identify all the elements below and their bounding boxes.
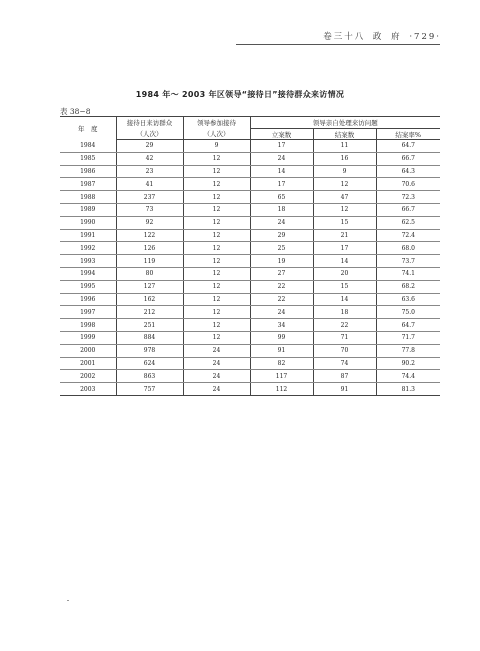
cell-leaders: 24: [183, 370, 250, 383]
table-row: [60, 242, 440, 255]
cell-closed: 21: [313, 229, 376, 242]
table-row: [60, 229, 440, 242]
col-header-leaders-unit: （人次）: [183, 129, 250, 140]
col-header-year: 年 度: [78, 124, 98, 133]
table-row: [60, 344, 440, 357]
cell-year: 1987: [60, 178, 116, 191]
cell-filed: 99: [250, 331, 313, 344]
table-row: [60, 383, 440, 396]
cell-year: 1984: [60, 140, 116, 153]
col-header-rate: 结案率%: [376, 129, 440, 140]
cell-leaders: 12: [183, 178, 250, 191]
cell-visitors: 80: [116, 267, 183, 280]
table-row: [60, 140, 440, 153]
cell-visitors: 978: [116, 344, 183, 357]
cell-leaders: 12: [183, 319, 250, 332]
cell-leaders: 24: [183, 344, 250, 357]
cell-rate: 73.7: [376, 255, 440, 268]
cell-rate: 64.7: [376, 319, 440, 332]
cell-filed: 17: [250, 178, 313, 191]
cell-year: 1988: [60, 191, 116, 204]
header-rule: [236, 44, 440, 45]
cell-leaders: 12: [183, 280, 250, 293]
cell-closed: 11: [313, 140, 376, 153]
cell-year: 2002: [60, 370, 116, 383]
cell-closed: 14: [313, 255, 376, 268]
cell-filed: 65: [250, 191, 313, 204]
cell-year: 2001: [60, 357, 116, 370]
cell-closed: 14: [313, 293, 376, 306]
cell-closed: 91: [313, 383, 376, 396]
cell-closed: 71: [313, 331, 376, 344]
cell-rate: 75.0: [376, 306, 440, 319]
cell-visitors: 92: [116, 216, 183, 229]
cell-closed: 15: [313, 216, 376, 229]
cell-leaders: 12: [183, 203, 250, 216]
cell-filed: 117: [250, 370, 313, 383]
table-row: [60, 280, 440, 293]
col-header-visitors-unit: （人次）: [116, 129, 183, 140]
cell-year: 1992: [60, 242, 116, 255]
col-header-issues-group: 领导亲自处理来访问题: [250, 117, 440, 129]
table-row: [60, 357, 440, 370]
cell-visitors: 29: [116, 140, 183, 153]
cell-visitors: 212: [116, 306, 183, 319]
section-label: 政: [372, 32, 384, 42]
cell-filed: 91: [250, 344, 313, 357]
table-row: [60, 203, 440, 216]
cell-rate: 74.4: [376, 370, 440, 383]
table-body: [60, 140, 440, 396]
cell-visitors: 251: [116, 319, 183, 332]
cell-closed: 12: [313, 178, 376, 191]
cell-leaders: 24: [183, 357, 250, 370]
cell-year: 1989: [60, 203, 116, 216]
table-row: [60, 152, 440, 165]
col-header-leaders: 领导参加接待: [183, 117, 250, 129]
table-row: [60, 216, 440, 229]
cell-closed: 12: [313, 203, 376, 216]
cell-visitors: 126: [116, 242, 183, 255]
cell-visitors: 23: [116, 165, 183, 178]
reception-statistics-table: [60, 116, 440, 396]
cell-filed: 17: [250, 140, 313, 153]
cell-year: 1999: [60, 331, 116, 344]
page-number: ·729·: [409, 32, 441, 42]
cell-closed: 20: [313, 267, 376, 280]
cell-leaders: 12: [183, 242, 250, 255]
cell-rate: 81.3: [376, 383, 440, 396]
cell-leaders: 12: [183, 229, 250, 242]
page-mark: [67, 600, 69, 601]
cell-year: 1986: [60, 165, 116, 178]
cell-leaders: 24: [183, 383, 250, 396]
cell-closed: 9: [313, 165, 376, 178]
cell-leaders: 12: [183, 165, 250, 178]
cell-leaders: 12: [183, 267, 250, 280]
cell-filed: 29: [250, 229, 313, 242]
cell-closed: 15: [313, 280, 376, 293]
cell-rate: 64.7: [376, 140, 440, 153]
cell-rate: 68.0: [376, 242, 440, 255]
section-label-2: 府: [391, 32, 402, 42]
cell-closed: 16: [313, 152, 376, 165]
cell-year: 2000: [60, 344, 116, 357]
table-row: [60, 255, 440, 268]
cell-filed: 112: [250, 383, 313, 396]
cell-visitors: 122: [116, 229, 183, 242]
table-title: 1984 年～ 2003 年区领导“接待日”接待群众来访情况: [135, 90, 345, 99]
cell-year: 1985: [60, 152, 116, 165]
cell-visitors: 863: [116, 370, 183, 383]
table-row: [60, 267, 440, 280]
cell-visitors: 884: [116, 331, 183, 344]
cell-filed: 19: [250, 255, 313, 268]
table-row: [60, 306, 440, 319]
cell-filed: 82: [250, 357, 313, 370]
cell-leaders: 9: [183, 140, 250, 153]
table-row: [60, 319, 440, 332]
cell-closed: 17: [313, 242, 376, 255]
cell-closed: 22: [313, 319, 376, 332]
cell-leaders: 12: [183, 216, 250, 229]
col-header-closed: 结案数: [313, 129, 376, 140]
cell-visitors: 127: [116, 280, 183, 293]
cell-closed: 70: [313, 344, 376, 357]
table-row: [60, 191, 440, 204]
cell-closed: 18: [313, 306, 376, 319]
cell-closed: 87: [313, 370, 376, 383]
cell-filed: 22: [250, 280, 313, 293]
cell-year: 1990: [60, 216, 116, 229]
cell-rate: 77.8: [376, 344, 440, 357]
cell-rate: 72.4: [376, 229, 440, 242]
cell-filed: 14: [250, 165, 313, 178]
cell-rate: 70.6: [376, 178, 440, 191]
running-header: [320, 30, 441, 42]
cell-closed: 74: [313, 357, 376, 370]
cell-filed: 24: [250, 152, 313, 165]
cell-rate: 68.2: [376, 280, 440, 293]
table-row: [60, 293, 440, 306]
cell-year: 1994: [60, 267, 116, 280]
cell-year: 1995: [60, 280, 116, 293]
col-header-filed: 立案数: [250, 129, 313, 140]
cell-rate: 62.5: [376, 216, 440, 229]
cell-filed: 25: [250, 242, 313, 255]
cell-year: 1998: [60, 319, 116, 332]
cell-visitors: 624: [116, 357, 183, 370]
cell-leaders: 12: [183, 293, 250, 306]
table-row: [60, 331, 440, 344]
cell-visitors: 42: [116, 152, 183, 165]
cell-year: 1993: [60, 255, 116, 268]
cell-visitors: 162: [116, 293, 183, 306]
cell-filed: 24: [250, 306, 313, 319]
cell-leaders: 12: [183, 191, 250, 204]
cell-filed: 34: [250, 319, 313, 332]
col-header-visitors: 接待日来访群众: [116, 117, 183, 129]
cell-leaders: 12: [183, 331, 250, 344]
cell-closed: 47: [313, 191, 376, 204]
cell-filed: 27: [250, 267, 313, 280]
cell-leaders: 12: [183, 306, 250, 319]
cell-year: 1997: [60, 306, 116, 319]
cell-year: 1991: [60, 229, 116, 242]
cell-leaders: 12: [183, 255, 250, 268]
table-row: [60, 178, 440, 191]
cell-year: 2003: [80, 385, 96, 393]
table-number: 表 38−8: [60, 107, 91, 116]
cell-visitors: 237: [116, 191, 183, 204]
cell-filed: 24: [250, 216, 313, 229]
cell-visitors: 757: [116, 383, 183, 396]
cell-rate: 63.6: [376, 293, 440, 306]
cell-year: 1996: [60, 293, 116, 306]
cell-rate: 72.3: [376, 191, 440, 204]
cell-rate: 64.3: [376, 165, 440, 178]
volume-label: 卷三十八: [323, 32, 366, 42]
table-row: [60, 370, 440, 383]
cell-leaders: 12: [183, 152, 250, 165]
cell-filed: 22: [250, 293, 313, 306]
cell-rate: 66.7: [376, 152, 440, 165]
cell-visitors: 119: [116, 255, 183, 268]
table-row: [60, 165, 440, 178]
cell-rate: 71.7: [376, 331, 440, 344]
cell-rate: 74.1: [376, 267, 440, 280]
cell-filed: 18: [250, 203, 313, 216]
cell-rate: 66.7: [376, 203, 440, 216]
cell-rate: 90.2: [376, 357, 440, 370]
cell-visitors: 41: [116, 178, 183, 191]
cell-visitors: 73: [116, 203, 183, 216]
